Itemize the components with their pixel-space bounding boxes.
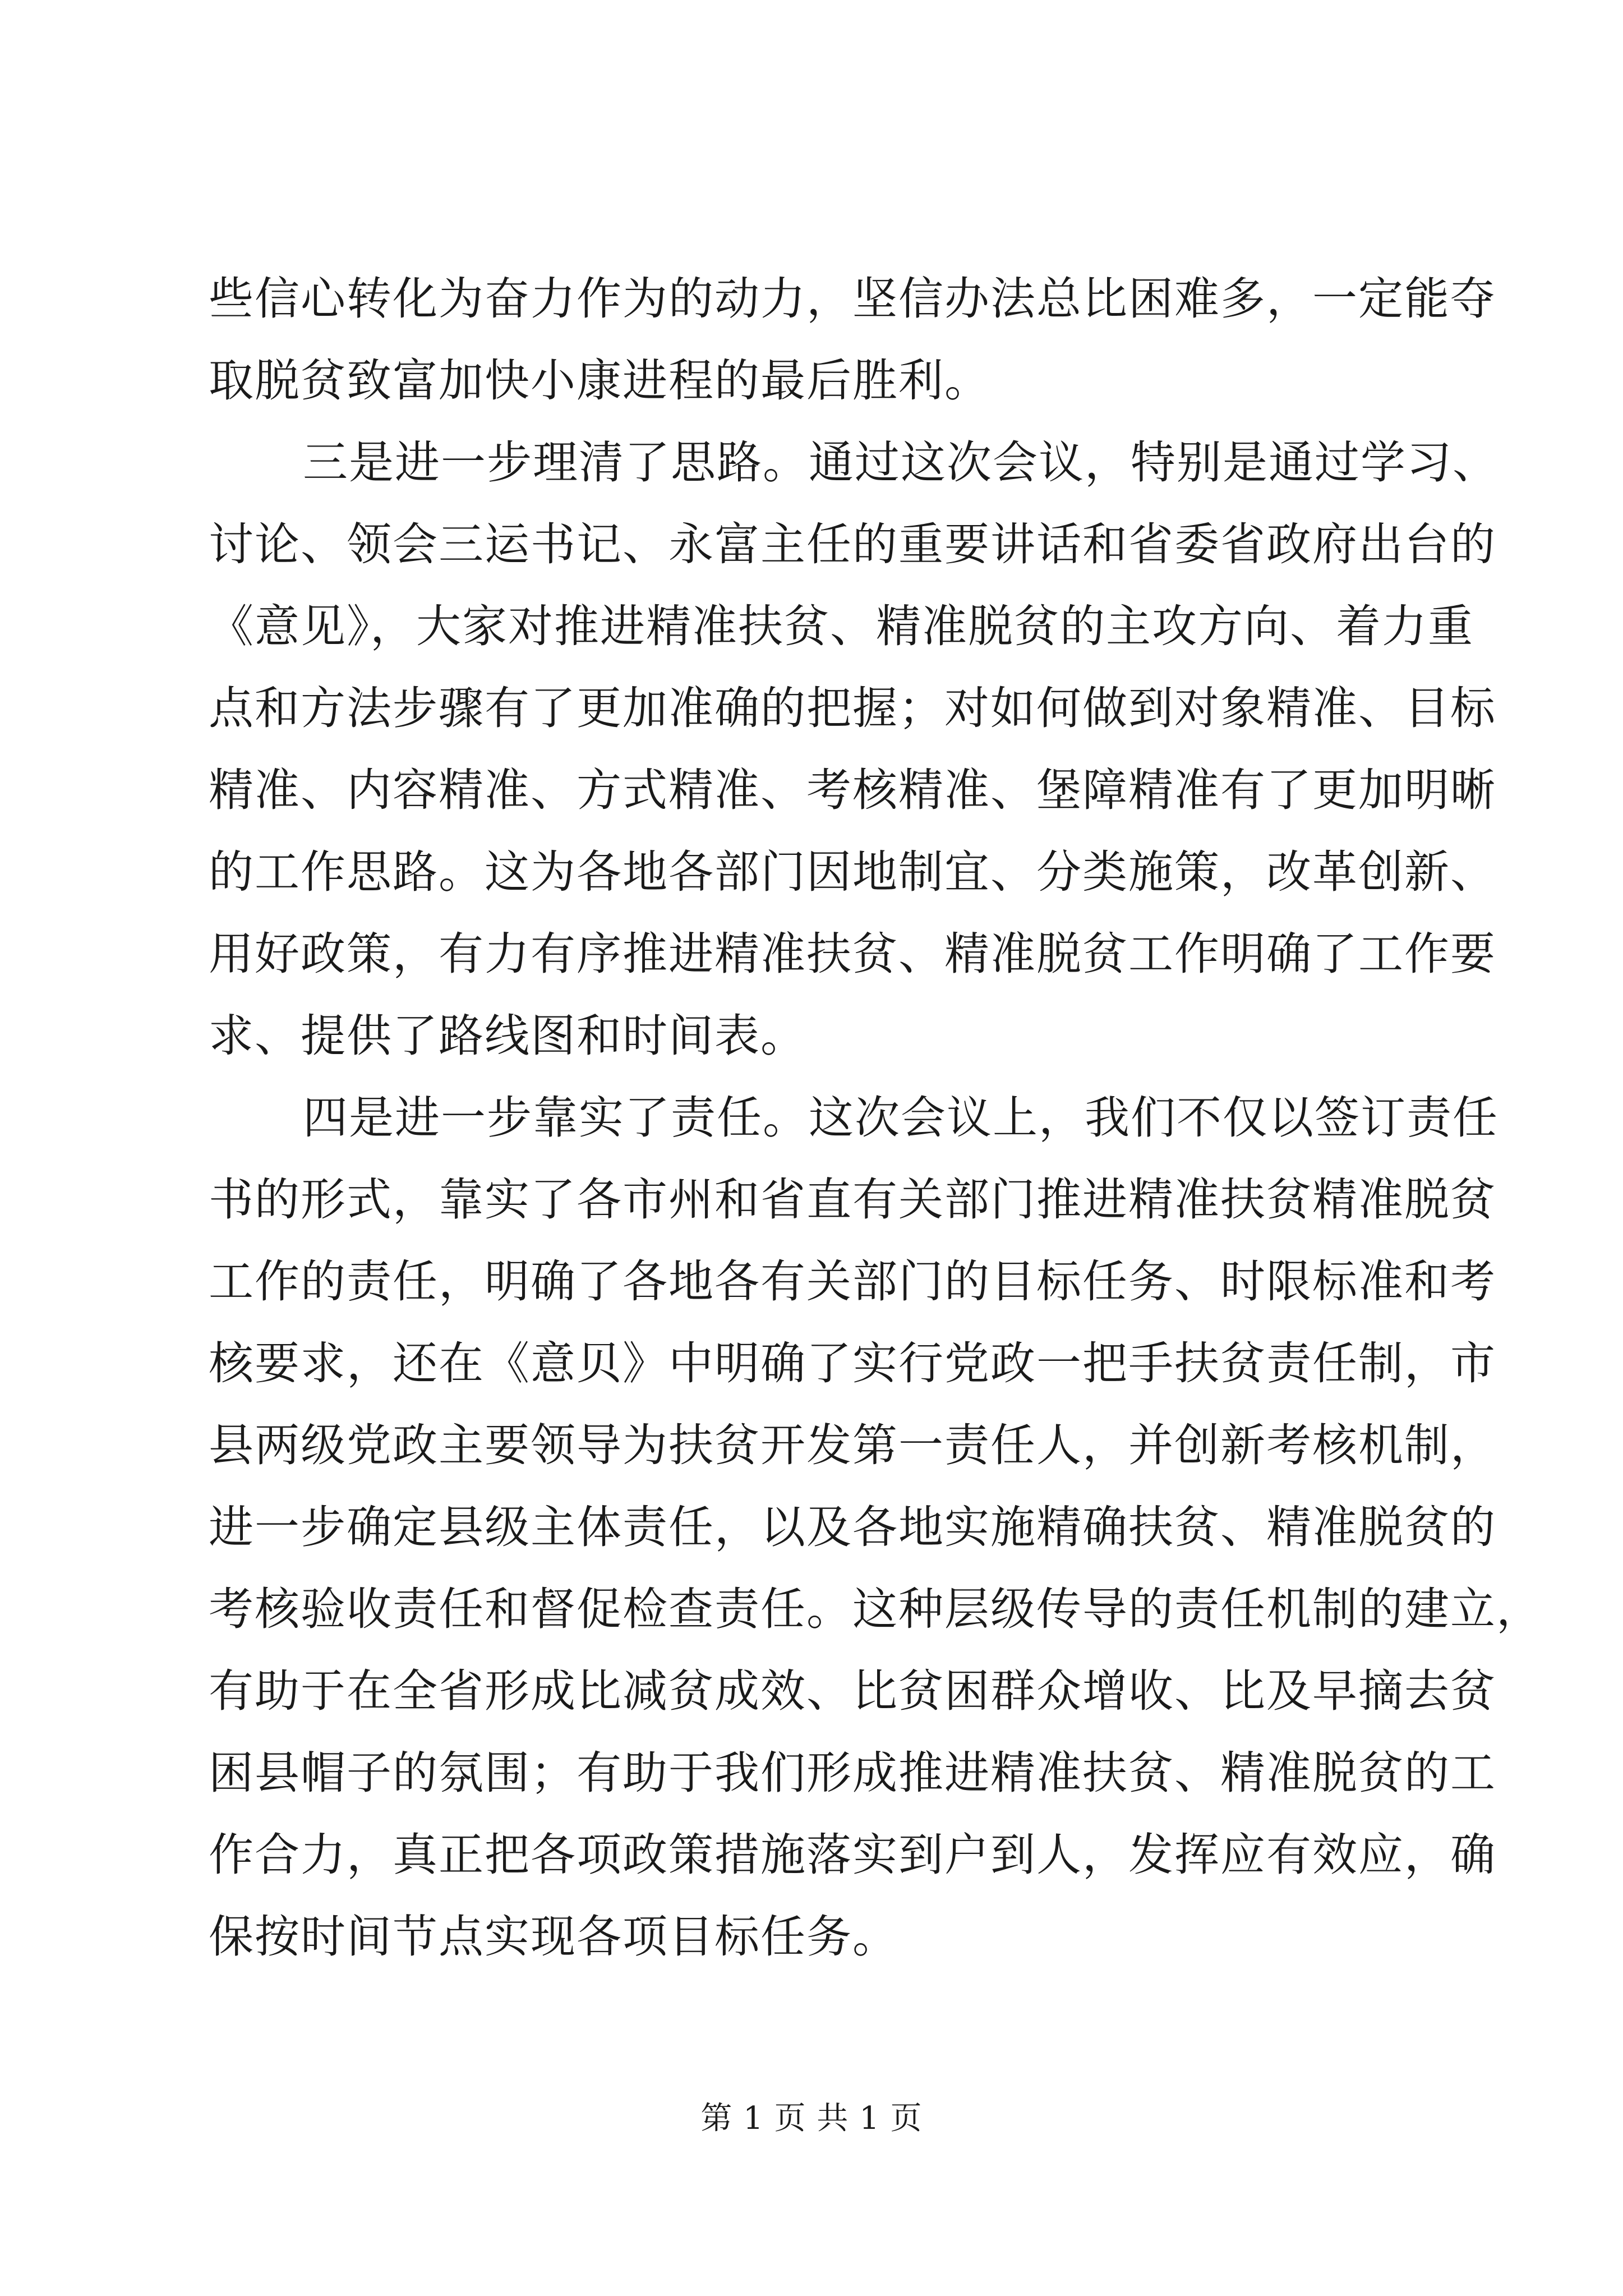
text-line: 用好政策，有力有序推进精准扶贫、精准脱贫工作明确了工作要 — [209, 928, 1496, 980]
text-line: 工作的责任，明确了各地各有关部门的目标任务、时限标准和考 — [209, 1255, 1496, 1308]
text-line: 精准、内容精准、方式精准、考核精准、堡障精准有了更加明晰 — [209, 764, 1496, 816]
text-line: 作合力，真正把各项政策措施落实到户到人，发挥应有效应，确 — [209, 1829, 1496, 1881]
page-number-label: 第 1 页 共 1 页 — [700, 2100, 923, 2137]
text-line: 有助于在全省形成比减贫成效、比贫困群众增收、比及早摘去贫 — [209, 1665, 1496, 1717]
text-line: 的工作思路。这为各地各部门因地制宜、分类施策，改革创新、 — [209, 846, 1496, 898]
text-line: 取脱贫致富加快小康进程的最后胜利。 — [209, 355, 990, 407]
text-line: 县两级党政主要领导为扶贫开发第一责任人，并创新考核机制， — [209, 1419, 1496, 1471]
text-line: 求、提供了路线图和时间表。 — [209, 1010, 806, 1062]
paragraph-start-line: 三是进一步理清了思路。通过这次会议，特别是通过学习、 — [303, 436, 1498, 489]
text-line: 进一步确定县级主体责任，以及各地实施精确扶贫、精准脱贫的 — [209, 1501, 1496, 1553]
text-line: 《意见》，大家对推进精准扶贫、精准脱贫的主攻方向、着力重 — [209, 600, 1474, 652]
text-line: 书的形式，靠实了各市州和省直有关部门推进精准扶贫精准脱贫 — [209, 1174, 1496, 1226]
text-line: 点和方法步骤有了更加准确的把握；对如何做到对象精准、目标 — [209, 682, 1496, 734]
paragraph-start-line: 四是进一步靠实了责任。这次会议上，我们不仅以签订责任 — [303, 1092, 1498, 1144]
text-line: 些信心转化为奋力作为的动力，坚信办法总比困难多，一定能夺 — [209, 273, 1496, 325]
text-line: 讨论、领会三运书记、永富主任的重要讲话和省委省政府出台的 — [209, 518, 1496, 570]
document-body — [209, 258, 1542, 1978]
text-line: 保按时间节点实现各项目标任务。 — [209, 1911, 898, 1963]
text-line: 困县帽子的氛围；有助于我们形成推进精准扶贫、精准脱贫的工 — [209, 1747, 1496, 1799]
text-line: 考核验收责任和督促检查责任。这种层级传导的责任机制的建立， — [209, 1583, 1542, 1635]
text-line: 核要求，还在《意贝》中明确了实行党政一把手扶贫责任制，市 — [209, 1337, 1496, 1389]
page-footer — [0, 2099, 1623, 2138]
